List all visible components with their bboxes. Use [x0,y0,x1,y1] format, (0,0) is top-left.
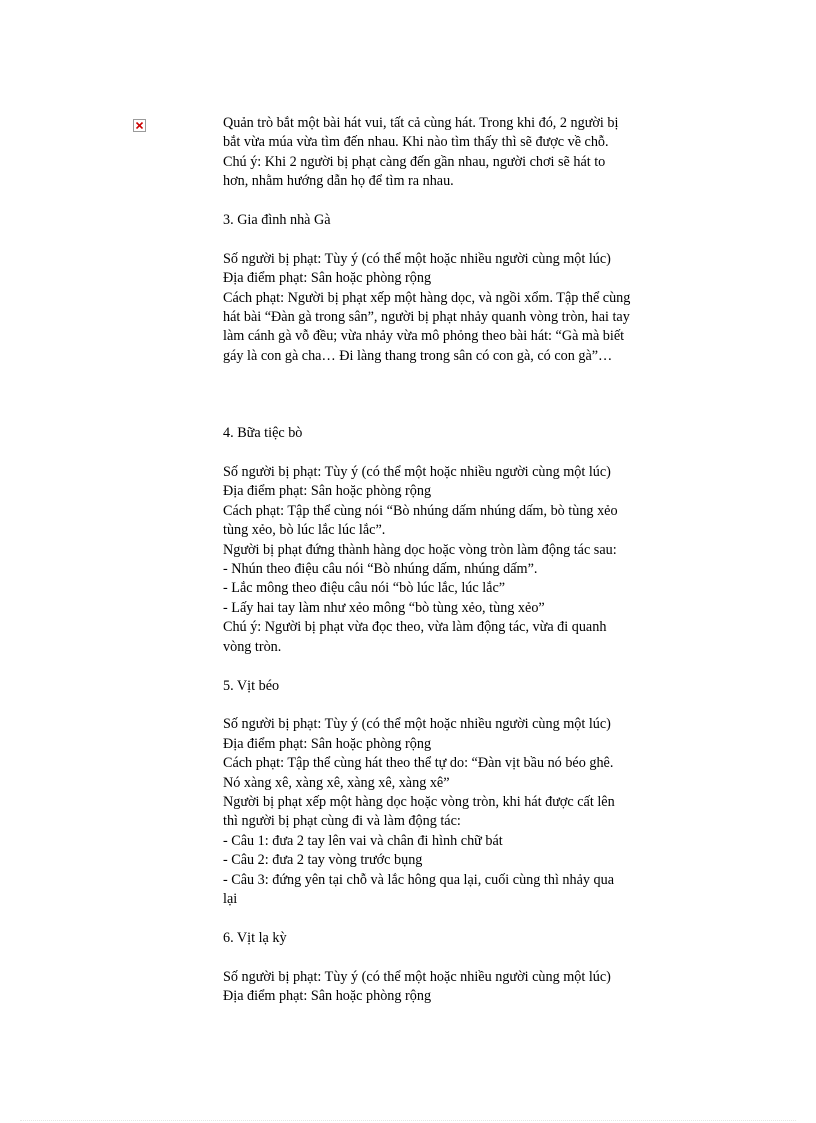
text-line: thì người bị phạt cùng đi và làm động tác: [223,813,461,830]
broken-image-icon [133,119,146,132]
text-line: - Câu 2: đưa 2 tay vòng trước bụng [223,852,423,869]
text-line: Số người bị phạt: Tùy ý (có thể một hoặc nhiều người cùng một lúc) [223,250,611,267]
text-line: Địa điểm phạt: Sân hoặc phòng rộng [223,483,432,500]
page-bottom-divider [20,1120,796,1121]
text-line: Địa điểm phạt: Sân hoặc phòng rộng [223,270,432,287]
text-line: Người bị phạt xếp một hàng dọc hoặc vòng tròn, khi hát được cất lên [223,793,615,810]
text-line: bắt vừa múa vừa tìm đến nhau. Khi nào tìm thấy thì sẽ được về chỗ. [223,134,609,151]
text-line: - Câu 1: đưa 2 tay lên vai và chân đi hình chữ bát [223,832,503,849]
section-gia-dinh-nha-ga [223,211,683,366]
text-line: hơn, nhằm hướng dẫn họ để tìm ra nhau. [223,173,454,190]
section-heading: 3. Gia đình nhà Gà [223,212,331,229]
text-line: - Nhún theo điệu câu nói “Bò nhúng dấm, nhúng dấm”. [223,561,538,578]
text-line: Địa điểm phạt: Sân hoặc phòng rộng [223,735,432,752]
text-line: Số người bị phạt: Tùy ý (có thể một hoặc nhiều người cùng một lúc) [223,968,611,985]
text-line: Cách phạt: Tập thể cùng nói “Bò nhúng dấm nhúng dấm, bò tùng xẻo [223,502,618,519]
section-bua-tiec-bo [223,424,683,657]
text-line: lại [223,890,238,907]
text-line: Số người bị phạt: Tùy ý (có thể một hoặc nhiều người cùng một lúc) [223,464,611,481]
text-line: Cách phạt: Người bị phạt xếp một hàng dọc, và ngồi xổm. Tập thể cùng [223,289,631,306]
text-line: Quản trò bắt một bài hát vui, tất cả cùng hát. Trong khi đó, 2 người bị [223,115,619,131]
text-line: hát bài “Đàn gà trong sân”, người bị phạt nhảy quanh vòng tròn, hai tay [223,309,630,326]
section-vit-beo [223,677,683,910]
text-line: - Câu 3: đứng yên tại chỗ và lắc hông qua lại, cuối cùng thì nhảy qua [223,871,615,888]
text-line: Địa điểm phạt: Sân hoặc phòng rộng [223,987,432,1004]
section-heading: 4. Bữa tiệc bò [223,425,303,442]
section-heading: 6. Vịt lạ kỳ [223,929,287,946]
section-heading: 5. Vịt béo [223,677,280,694]
intro-paragraph [223,114,683,192]
section-vit-la-ky [223,929,683,1007]
red-x-icon [136,122,143,129]
text-line: Cách phạt: Tập thể cùng hát theo thể tự do: “Đàn vịt bầu nó béo ghê. [223,755,614,772]
text-line: - Lấy hai tay làm như xẻo mông “bò tùng xẻo, tùng xẻo” [223,599,545,616]
text-line: - Lắc mông theo điệu câu nói “bò lúc lắc, lúc lắc” [223,580,506,597]
text-line: làm cánh gà vỗ đều; vừa nhảy vừa mô phỏng theo bài hát: “Gà mà biết [223,328,625,345]
text-line: Chú ý: Người bị phạt vừa đọc theo, vừa làm động tác, vừa đi quanh [223,619,607,636]
text-line: gáy là con gà cha… Đi làng thang trong sân có con gà, có con gà”… [223,347,613,364]
text-line: Số người bị phạt: Tùy ý (có thể một hoặc nhiều người cùng một lúc) [223,716,611,733]
text-line: Chú ý: Khi 2 người bị phạt càng đến gần nhau, người chơi sẽ hát to [223,153,606,170]
text-line: tùng xẻo, bò lúc lắc lúc lắc”. [223,522,386,539]
document-body [223,114,683,1006]
text-line: Nó xàng xê, xàng xê, xàng xê, xàng xê” [223,774,450,791]
text-line: Người bị phạt đứng thành hàng dọc hoặc vòng tròn làm động tác sau: [223,541,617,558]
text-line: vòng tròn. [223,638,282,655]
